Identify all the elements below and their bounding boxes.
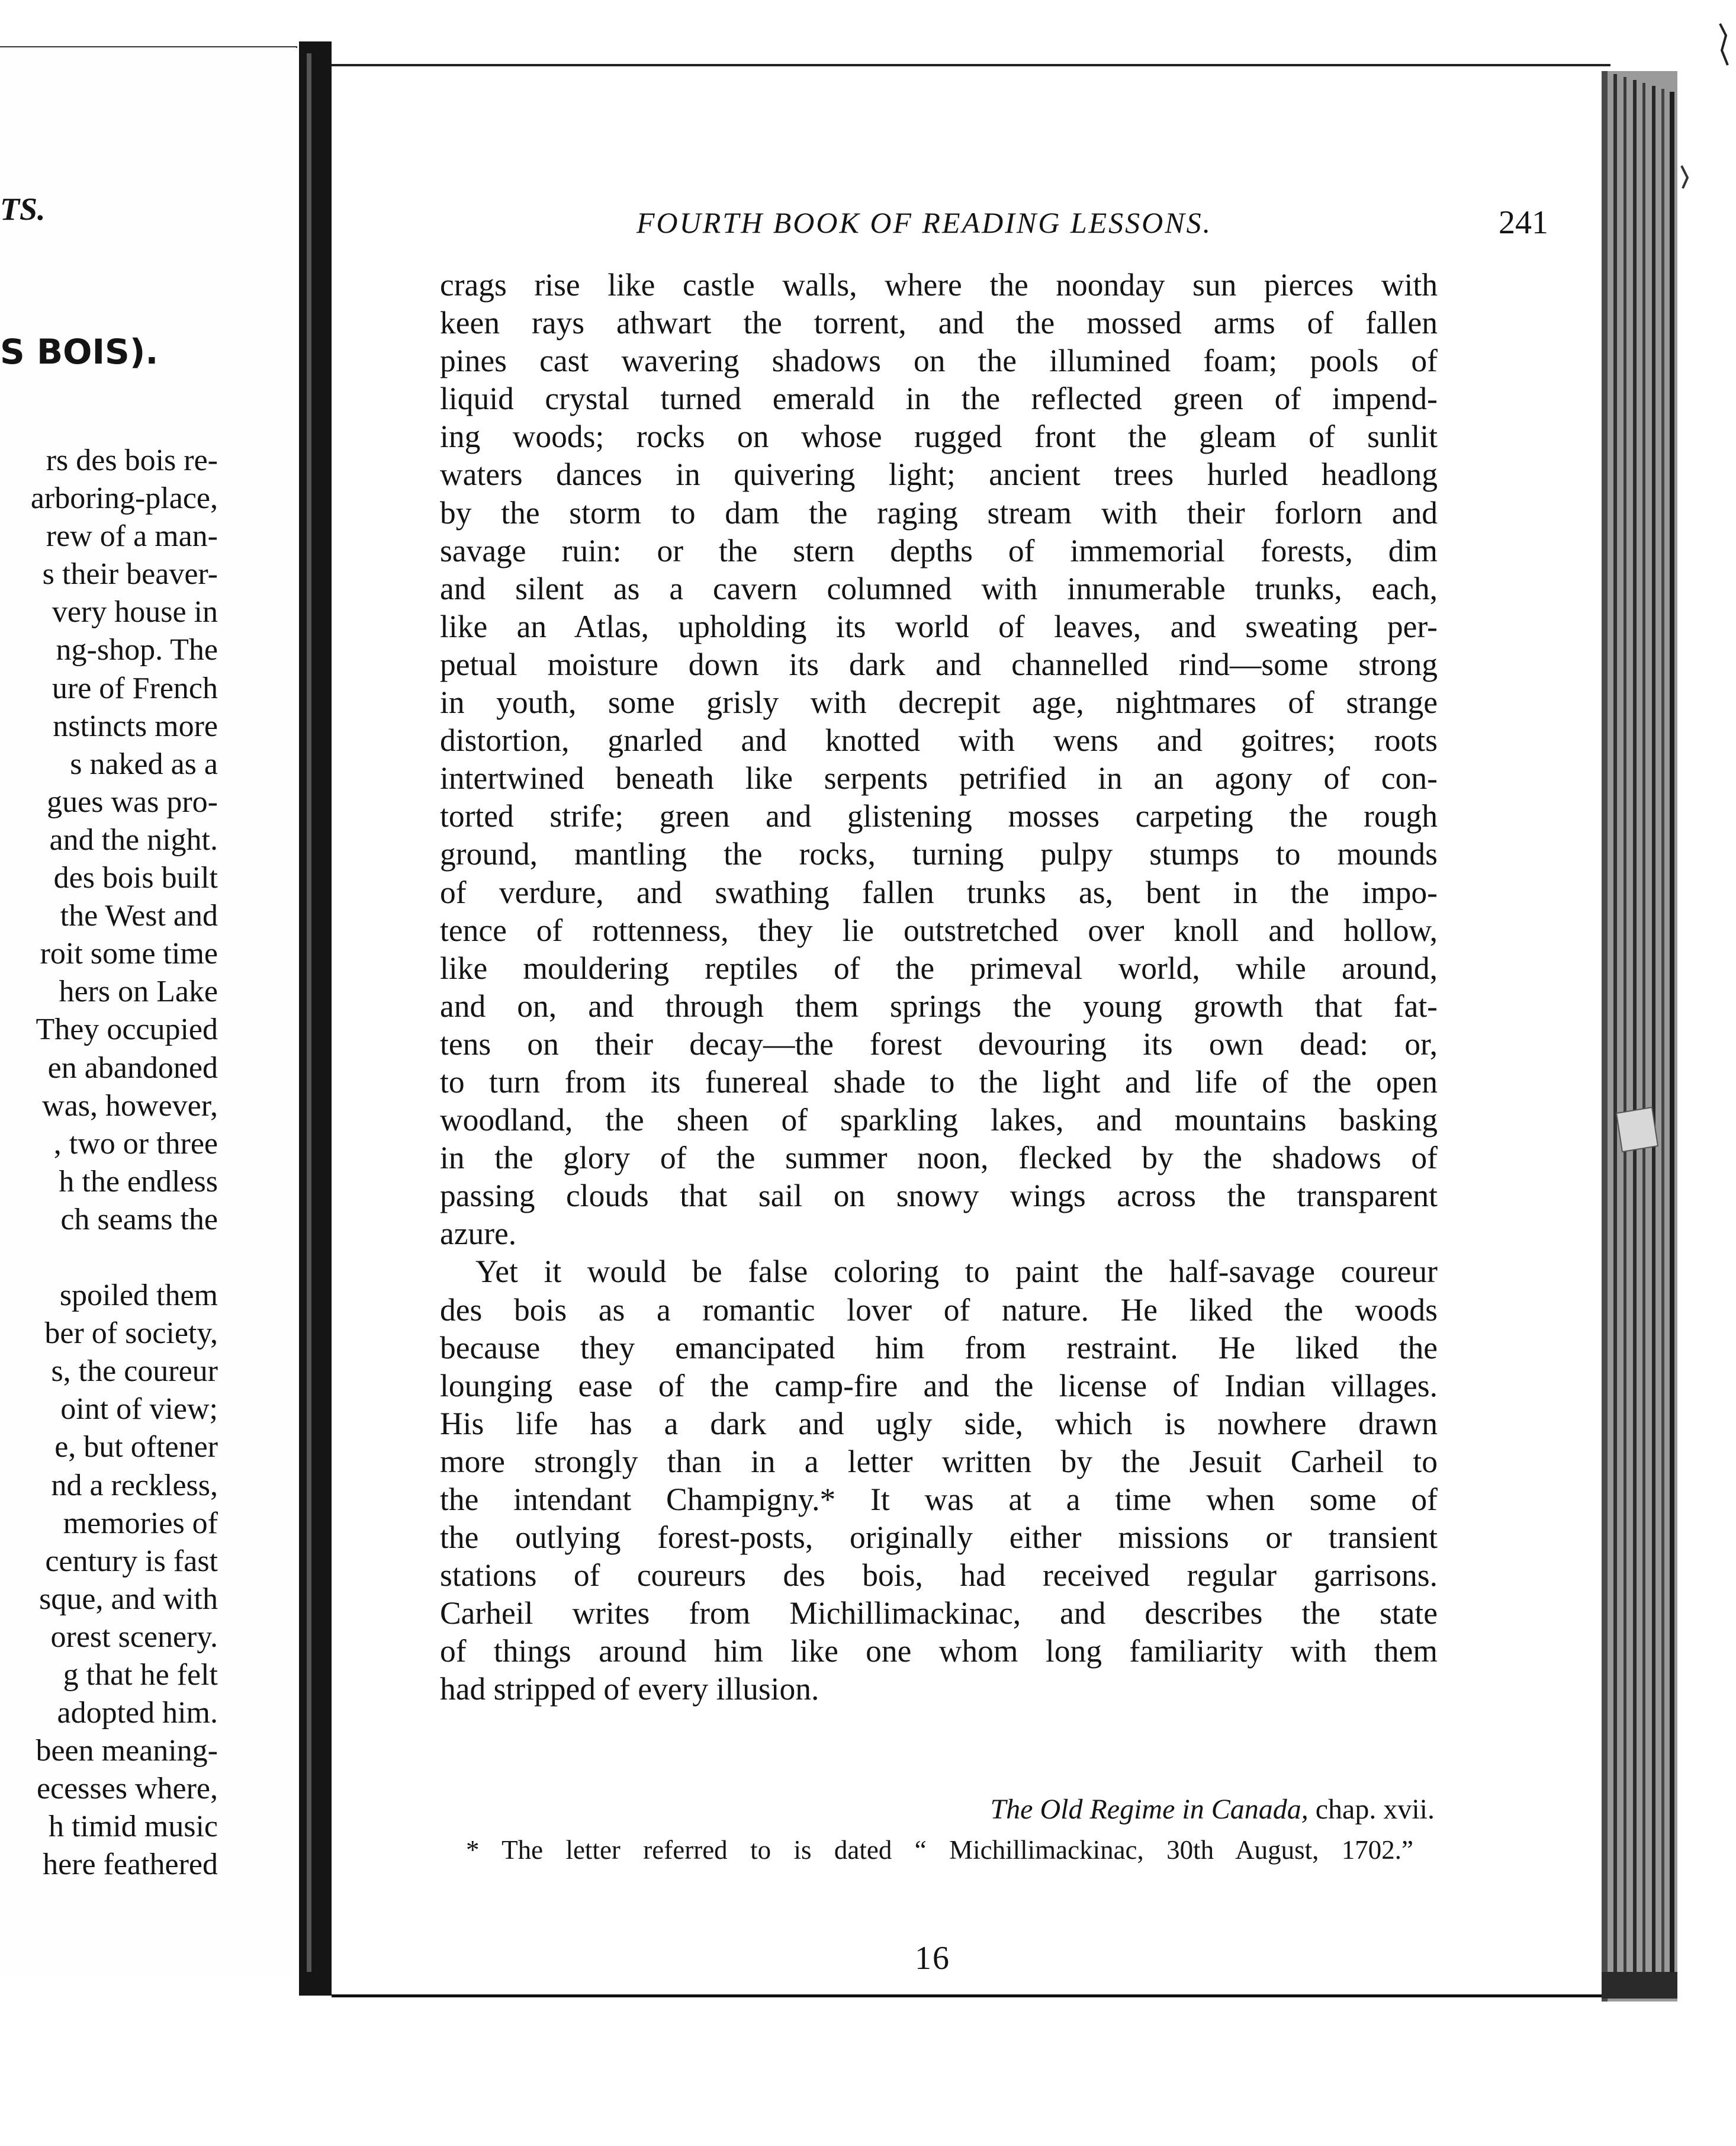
text-line: tence of rottenness, they lie outstretched over knoll and hollow, xyxy=(440,912,1438,948)
left-text-line: en abandoned xyxy=(47,1050,218,1085)
text-line: Carheil writes from Michillimackinac, and describes the state xyxy=(440,1595,1438,1631)
left-text-line: h the endless xyxy=(59,1164,218,1199)
left-text-line: was, however, xyxy=(42,1088,218,1123)
left-text-column xyxy=(0,442,218,1884)
edge-mark-small xyxy=(1682,166,1687,188)
left-text-line: ure of French xyxy=(52,671,218,705)
left-text-line: They occupied xyxy=(36,1013,218,1047)
text-line: azure. xyxy=(440,1216,517,1252)
text-line: waters dances in quivering light; ancient trees hurled headlong xyxy=(440,457,1438,493)
left-text-line: roit some time xyxy=(40,937,218,971)
text-line: had stripped of every illusion. xyxy=(440,1671,819,1707)
left-text-line: oint of view; xyxy=(60,1392,218,1427)
left-text-line: des bois built xyxy=(53,861,218,895)
left-text-line: nstincts more xyxy=(53,709,218,743)
page-number: 241 xyxy=(1499,204,1548,241)
left-text-line: nd a reckless, xyxy=(51,1468,218,1502)
text-line: distortion, gnarled and knotted with wens and goitres; roots xyxy=(440,722,1438,759)
text-line: ing woods; rocks on whose rugged front the gleam of sunlit xyxy=(440,419,1438,455)
left-text-line: here feathered xyxy=(43,1848,218,1882)
left-text-line: memories of xyxy=(63,1506,218,1540)
text-line: in youth, some grisly with decrepit age, nightmares of strange xyxy=(440,685,1438,721)
running-head xyxy=(636,199,1548,246)
text-line: His life has a dark and ugly side, which is nowhere drawn xyxy=(440,1405,1438,1441)
left-heading: S BOIS). xyxy=(0,332,159,372)
left-facing-page xyxy=(0,47,296,1978)
text-line: pines cast wavering shadows on the illumined foam; pools of xyxy=(440,343,1438,379)
left-text-line: rew of a man- xyxy=(46,519,218,554)
gutter-highlight xyxy=(307,53,311,1972)
left-text-line: arboring-place, xyxy=(30,481,218,516)
text-line: torted strife; green and glistening mosses carpeting the rough xyxy=(440,798,1438,834)
left-text-line: hers on Lake xyxy=(59,975,218,1009)
text-line: and on, and through them springs the young growth that fat- xyxy=(440,988,1438,1024)
page-stack-edges xyxy=(1602,71,1677,2002)
text-line: the outlying forest-posts, originally either missions or transient xyxy=(440,1519,1438,1556)
text-line: passing clouds that sail on snowy wings across the transparent xyxy=(440,1178,1438,1214)
signature-mark: 16 xyxy=(915,1940,950,1977)
text-line: more strongly than in a letter written by the Jesuit Carheil to xyxy=(440,1443,1438,1479)
left-text-line: s naked as a xyxy=(70,747,218,781)
body-text xyxy=(440,266,1438,1708)
left-text-line: ng-shop. The xyxy=(56,633,218,667)
text-line: stations of coureurs des bois, had received regular garrisons. xyxy=(440,1557,1438,1594)
left-text-line: h timid music xyxy=(49,1810,218,1844)
left-text-line: s, the coureur xyxy=(51,1354,218,1389)
left-text-line: s their beaver- xyxy=(42,557,218,592)
left-text-line: century is fast xyxy=(45,1544,218,1578)
text-line: Yet it would be false coloring to paint the half-savage coureur xyxy=(475,1254,1438,1290)
text-line: ground, mantling the rocks, turning pulpy stumps to mounds xyxy=(440,836,1438,872)
text-line: intertwined beneath like serpents petrified in an agony of con- xyxy=(440,760,1438,796)
source-citation xyxy=(914,1792,1435,1827)
source-chapter: chap. xvii. xyxy=(1315,1794,1435,1825)
gutter-shadow xyxy=(299,41,332,1996)
left-text-line: and the night. xyxy=(49,823,218,857)
left-text-line: spoiled them xyxy=(59,1278,218,1313)
main-page xyxy=(335,66,1602,1997)
text-line: lounging ease of the camp-fire and the license of Indian villages. xyxy=(440,1367,1438,1403)
left-text-line: adopted him. xyxy=(57,1696,218,1730)
text-line: in the glory of the summer noon, flecked by the shadows of xyxy=(440,1140,1438,1176)
edge-tab-mark xyxy=(1616,1107,1658,1152)
source-title: The Old Regime in Canada, xyxy=(990,1794,1309,1825)
edge-mark-top xyxy=(1720,24,1728,65)
left-text-line: very house in xyxy=(52,595,218,629)
text-line: tens on their decay—the forest devouring its own dead: or, xyxy=(440,1026,1438,1062)
text-line: crags rise like castle walls, where the noonday sun pierces with xyxy=(440,267,1438,303)
text-line: woodland, the sheen of sparkling lakes, and mountains basking xyxy=(440,1102,1438,1138)
text-line: of verdure, and swathing fallen trunks as, bent in the impo- xyxy=(440,874,1438,910)
text-line: liquid crystal turned emerald in the reflected green of impend- xyxy=(440,381,1438,417)
left-text-line: g that he felt xyxy=(63,1658,218,1692)
left-running-head: TS. xyxy=(0,191,46,227)
text-line: the intendant Champigny.* It was at a time when some of xyxy=(440,1482,1438,1517)
left-text-line: ecesses where, xyxy=(36,1772,218,1806)
left-text-line: gues was pro- xyxy=(47,785,218,819)
left-text-line: ch seams the xyxy=(60,1202,218,1236)
text-line: keen rays athwart the torrent, and the mossed arms of fallen xyxy=(440,305,1438,341)
text-line: like mouldering reptiles of the primeval world, while around, xyxy=(440,950,1438,986)
text-line: by the storm to dam the raging stream with their forlorn and xyxy=(440,494,1438,531)
left-text-line: sque, and with xyxy=(39,1582,218,1616)
left-text-line: , two or three xyxy=(53,1126,218,1161)
left-text-line: the West and xyxy=(60,899,218,933)
left-text-line: e, but oftener xyxy=(54,1430,218,1464)
text-line: to turn from its funereal shade to the light and life of the open xyxy=(440,1064,1438,1100)
left-text-line: been meaning- xyxy=(36,1734,218,1768)
running-title: FOURTH BOOK OF READING LESSONS. xyxy=(636,206,1213,239)
left-text-line xyxy=(0,1239,218,1277)
left-text-line: ber of society, xyxy=(44,1316,218,1351)
text-line: of things around him like one whom long familiarity with them xyxy=(440,1633,1438,1669)
text-line: petual moisture down its dark and channelled rind—some strong xyxy=(440,646,1438,682)
text-line: savage ruin: or the stern depths of immemorial forests, dim xyxy=(440,532,1438,568)
left-text-line: rs des bois re- xyxy=(46,444,218,477)
left-text-line: orest scenery. xyxy=(50,1620,218,1654)
text-line: like an Atlas, upholding its world of leaves, and sweating per- xyxy=(440,608,1438,644)
text-line: and silent as a cavern columned with innumerable trunks, each, xyxy=(440,570,1438,606)
text-line: because they emancipated him from restraint. He liked the xyxy=(440,1329,1438,1366)
text-line: des bois as a romantic lover of nature. He liked the woods xyxy=(440,1292,1438,1328)
footnote: * The letter referred to is dated “ Michillimackinac, 30th August, 1702.” xyxy=(466,1835,1413,1865)
